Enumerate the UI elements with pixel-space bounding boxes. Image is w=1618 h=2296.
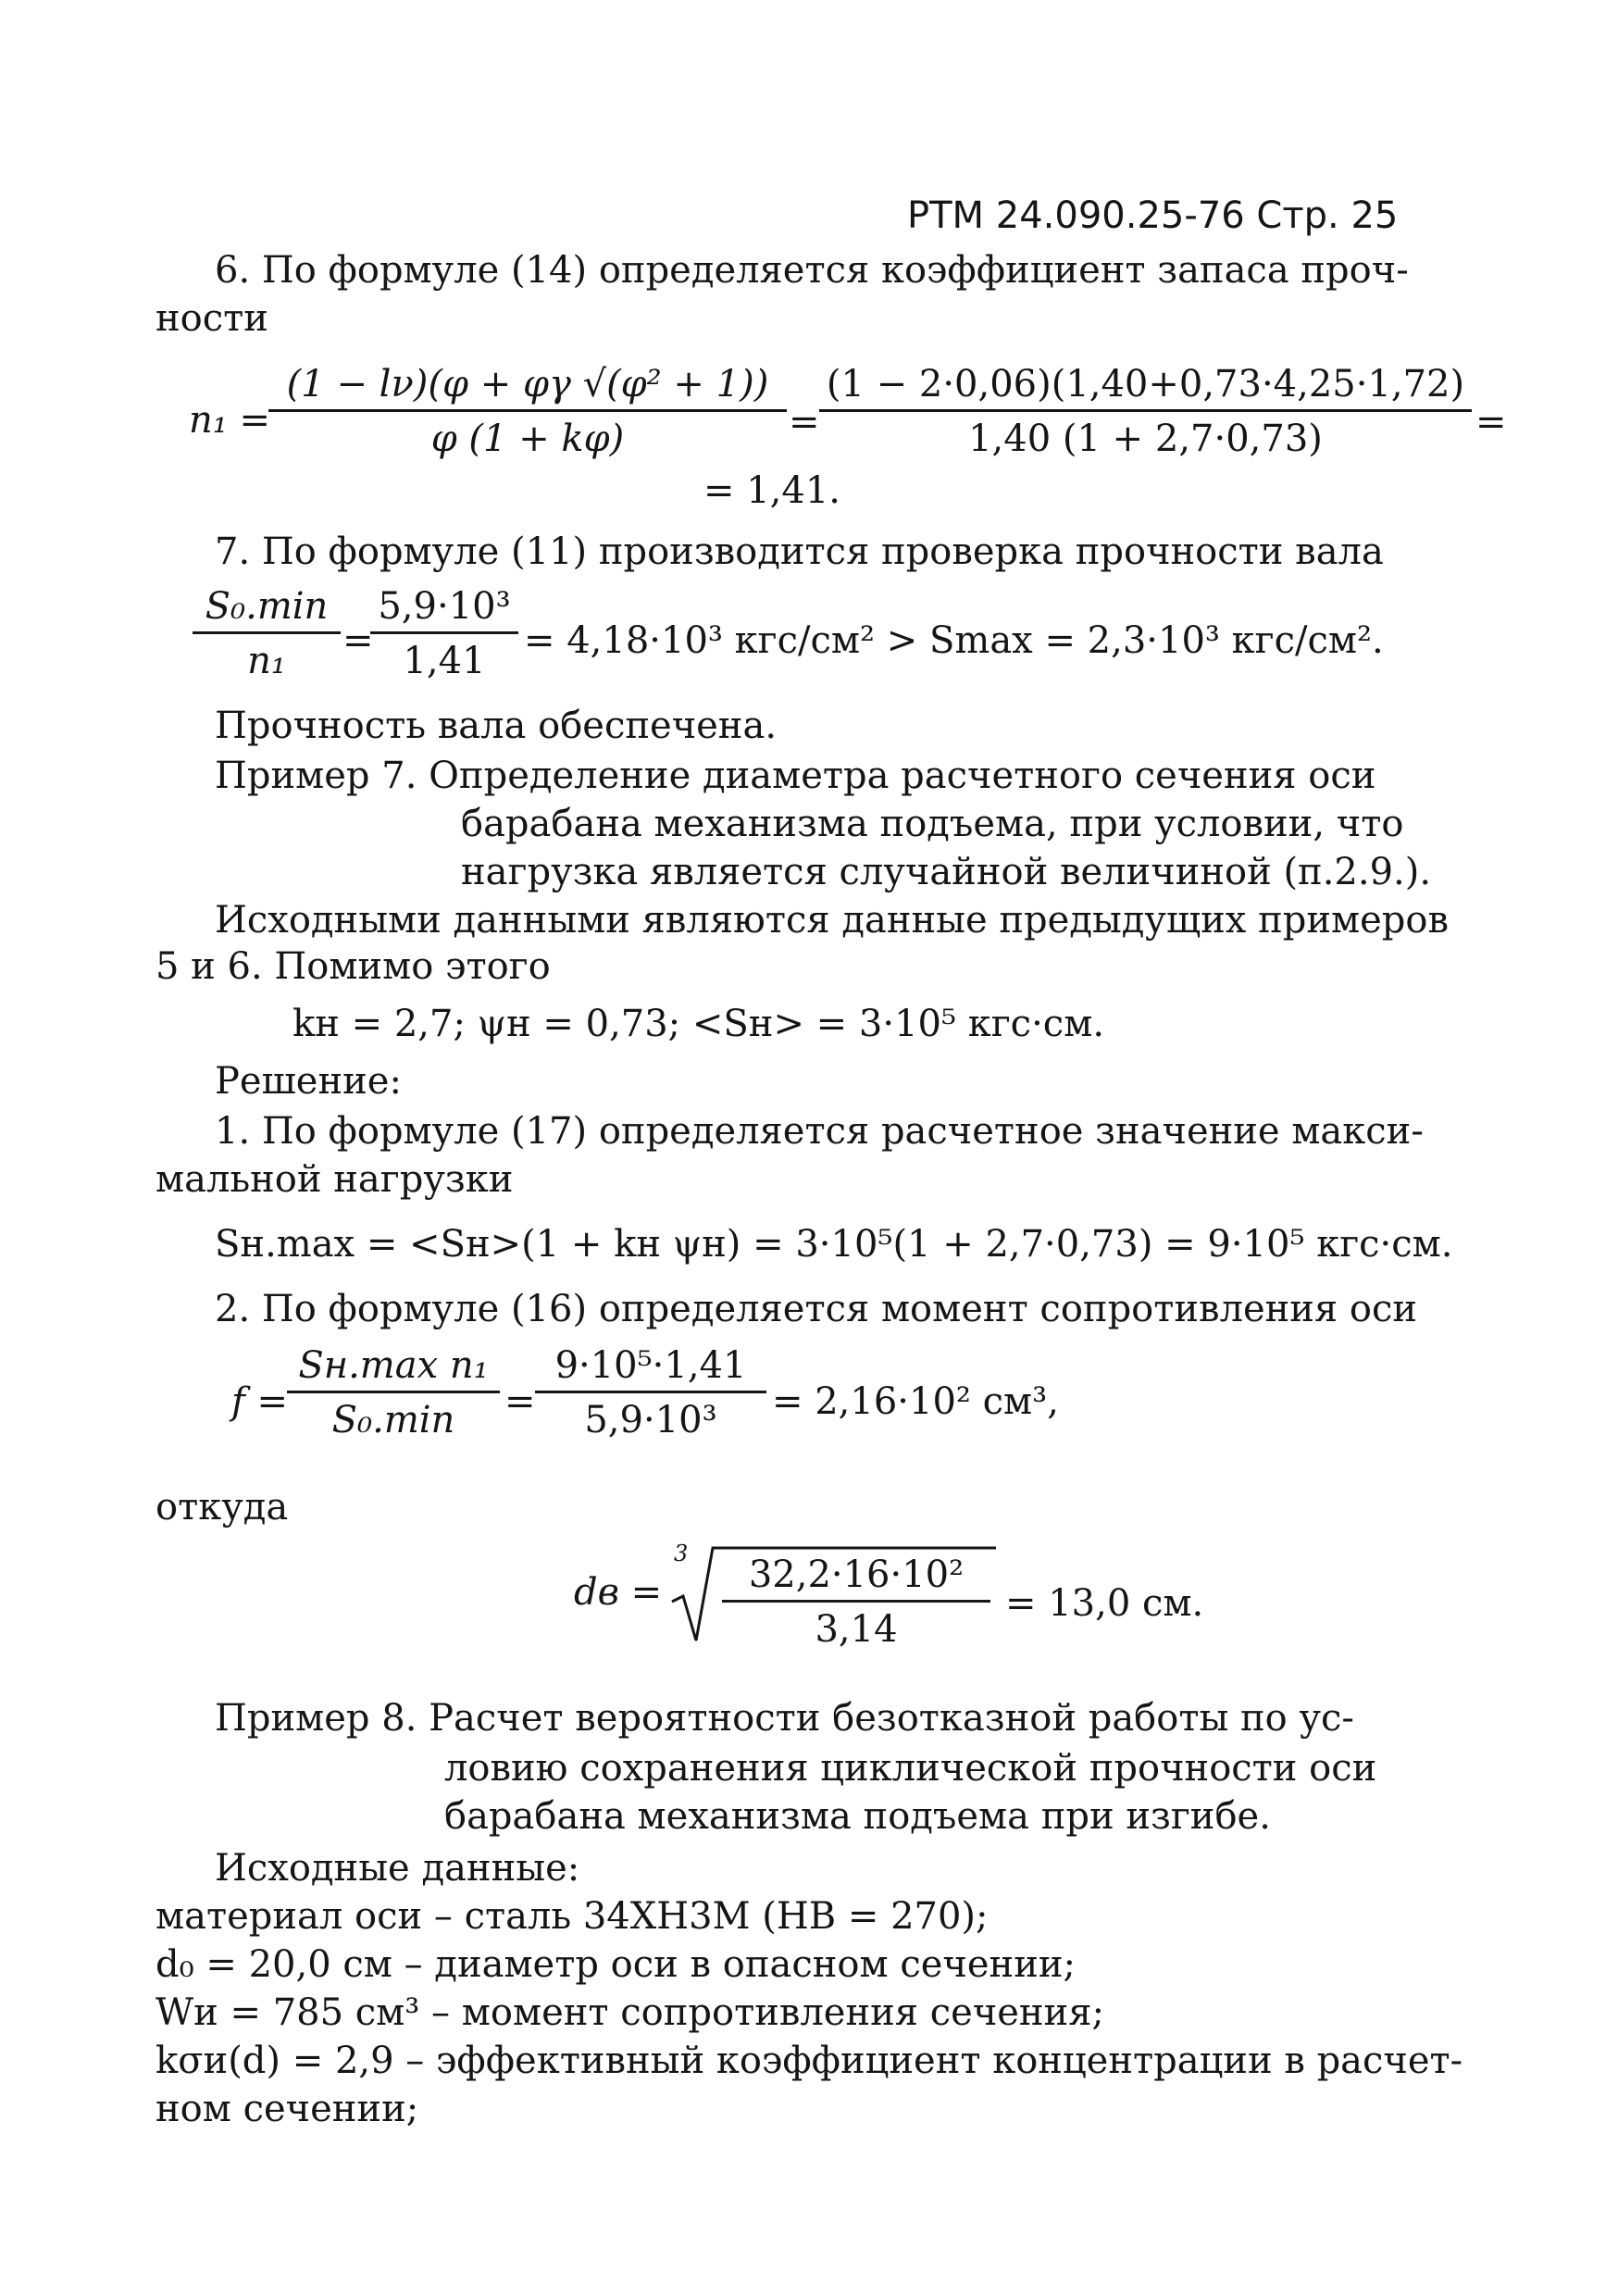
example8-title-line2: ловию сохранения циклической прочности оси: [444, 1747, 1377, 1790]
example8-data-2: d₀ = 20,0 см – диаметр оси в опасном сечении;: [156, 1943, 1076, 1986]
item7-line1: 7. По формуле (11) производится проверка прочности вала: [215, 530, 1384, 573]
item6-fraction-2-numerator: (1 − 2·0,06)(1,40+0,73·4,25·1,72): [819, 363, 1472, 412]
item7-fraction-2-denominator: 1,41: [403, 640, 486, 682]
example7-step2-line1: 2. По формуле (16) определяется момент сопротивления оси: [215, 1288, 1418, 1330]
example7-title-line2: барабана механизма подъема, при условии, что: [461, 803, 1404, 845]
item7-fraction-1-denominator: n₁: [247, 640, 286, 682]
example7-step2-fraction-2-denominator: 5,9·10³: [584, 1399, 717, 1441]
example7-step2-lhs: f =: [231, 1380, 289, 1423]
page-header: РТМ 24.090.25-76 Стр. 25: [907, 194, 1399, 237]
example7-d-rhs: = 13,0 см.: [1005, 1582, 1204, 1625]
item7-fraction-2: [370, 585, 518, 682]
example7-d-numerator: 32,2·16·10²: [722, 1554, 990, 1603]
example7-step1-line1: 1. По формуле (17) определяется расчетное значение макси-: [215, 1110, 1424, 1153]
example7-step1-line2: мальной нагрузки: [156, 1158, 514, 1201]
example7-d-denominator: 3,14: [815, 1608, 898, 1651]
item6-lhs: n₁ =: [189, 399, 271, 442]
item6-equals-1: =: [789, 401, 820, 443]
example7-step2-fraction-2-numerator: 9·10⁵·1,41: [535, 1344, 766, 1393]
example8-data-3: Wи = 785 см³ – момент сопротивления сечения;: [156, 1991, 1104, 2034]
example7-intro-line2: 5 и 6. Помимо этого: [156, 945, 551, 988]
example7-step1-formula: Sн.max = <Sн>(1 + kн ψн) = 3·10⁵(1 + 2,7·0,73) = 9·10⁵ кгс·см.: [215, 1223, 1453, 1266]
item6-fraction-1-numerator: (1 − lν)(φ + φγ √(φ² + 1)): [268, 363, 787, 412]
example7-intro-line1: Исходными данными являются данные предыдущих примеров: [215, 899, 1449, 942]
example7-step2-fraction-1-numerator: Sн.max n₁: [287, 1344, 500, 1393]
example7-root-index: 3: [674, 1541, 689, 1566]
item6-fraction-2-denominator: 1,40 (1 + 2,7·0,73): [968, 418, 1323, 460]
example7-d-lhs: dв =: [574, 1571, 663, 1614]
example8-data-title: Исходные данные:: [215, 1847, 580, 1890]
example7-params: kн = 2,7; ψн = 0,73; <Sн> = 3·10⁵ кгс·см.: [292, 1003, 1105, 1045]
item7-fraction-1-numerator: S₀.min: [193, 585, 341, 634]
item7-conclusion: Прочность вала обеспечена.: [215, 705, 778, 747]
example7-step2-fraction-2: [535, 1344, 766, 1441]
example8-title-line3: барабана механизма подъема при изгибе.: [444, 1795, 1271, 1838]
page: РТМ 24.090.25-76 Стр. 25 6. По формуле (14) определяется коэффициент запаса проч- ности n₁ = $\frac{\text{(1 − lν)(φ + φγ √(φ² + 1))}}{\varphi (1 + k\varphi)}$ = $\frac{(1 - 2\cdot 0,06)(1,40+0,73\cdot 4,25\cdot 1,72)}{1,40 (1 + 2,7\cdot 0,73)}$ = = 1,41. 7. По формуле (11) производится проверка прочности вала S₀.min n₁ = $\frac{\text{5,9·10³}}{1,41}$ = 4,18·10³ кгс/см² > Smax = 2,3·10³ кгс/см². Прочность вала обеспечена. Пример 7. Определение диаметра расчетного сечения оси барабана механизма подъема, при условии, что нагрузка является случайной величиной (п.2.9.). Исходными данными являются данные предыдущих примеров 5 и 6. Помимо этого kн = 2,7; ψн = 0,73; <Sн> = 3·10⁵ кгс·см. Решение: 1. По формуле (17) определяется расчетное значение макси- мальной нагрузки Sн.max = <Sн>(1 + kн ψн) = 3·10⁵(1 + 2,7·0,73) = 9·10⁵ кгс·см. 2. По формуле (16) определяется момент сопротивления оси f = Sн.max n₁ S₀.min = $\frac{\text{9·10⁵·1,41}}{\text{5,9·10³}}$ = 2,16·10² см³, откуда dв = 3 $\frac{\text{32,2·16·10²}}{3,14}$ = 13,0 см. Пример 8. Расчет вероятности безотказной работы по ус- ловию сохранения циклической прочности оси барабана механизма подъема при изгибе. Исходные данные: материал оси – сталь 34ХН3М (НВ = 270); d₀ = 20,0 см – диаметр оси в опасном сечении; Wи = 785 см³ – момент сопротивления сечения; kσи(d) = 2,9 – эффективный коэффициент концентрации в расчет- ном сечении;: [156, 194, 1507, 2130]
example8-data-5: ном сечении;: [156, 2088, 419, 2130]
example7-title-line1: Пример 7. Определение диаметра расчетного сечения оси: [215, 755, 1376, 797]
item6-line1: 6. По формуле (14) определяется коэффициент запаса проч-: [215, 249, 1409, 292]
item6-fraction-2: [819, 363, 1472, 460]
example8-title-line1: Пример 8. Расчет вероятности безотказной работы по ус-: [215, 1697, 1354, 1740]
item6-fraction-1: [268, 363, 787, 460]
item6-line2: ности: [156, 297, 268, 340]
example7-step2-rhs: = 2,16·10² см³,: [772, 1380, 1059, 1423]
example7-d-fraction: [722, 1554, 990, 1651]
item7-fraction-2-numerator: 5,9·10³: [370, 585, 518, 634]
item6-fraction-1-denominator: φ (1 + kφ): [430, 418, 625, 460]
example7-title-line3: нагрузка является случайной величиной (п.2.9.).: [461, 851, 1432, 893]
example8-data-4: kσи(d) = 2,9 – эффективный коэффициент концентрации в расчет-: [156, 2040, 1463, 2082]
example7-step2-fraction-1-denominator: S₀.min: [331, 1399, 455, 1441]
item7-fraction-1: [193, 585, 341, 682]
example7-step2-fraction-1: [287, 1344, 500, 1441]
example7-whence: откуда: [156, 1486, 289, 1529]
item6-equals-2: =: [1475, 401, 1507, 443]
example7-solution-label: Решение:: [215, 1060, 402, 1103]
item7-rhs: = 4,18·10³ кгс/см² > Smax = 2,3·10³ кгс/см².: [524, 619, 1384, 662]
item6-result: = 1,41.: [703, 469, 841, 512]
example8-data-1: материал оси – сталь 34ХН3М (НВ = 270);: [156, 1895, 989, 1938]
